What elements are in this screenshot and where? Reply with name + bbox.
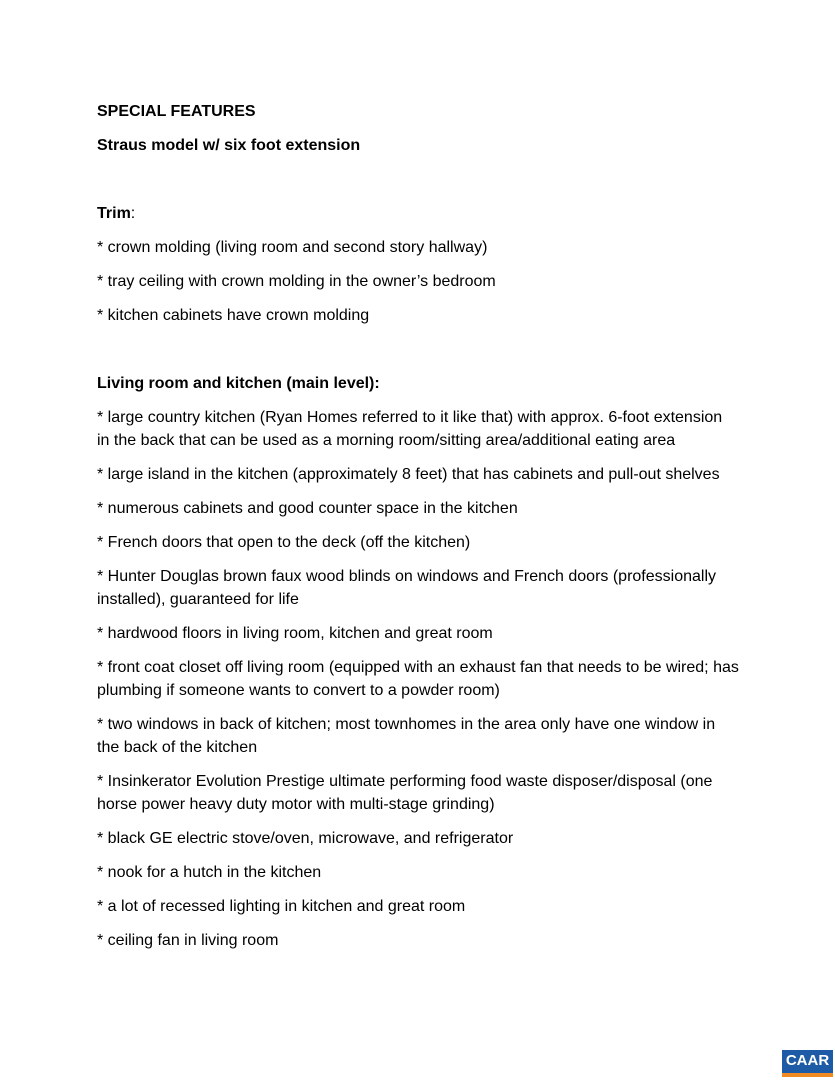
- section-heading-trim-colon: :: [130, 205, 136, 222]
- caar-logo-text: CAAR: [785, 1052, 830, 1069]
- caar-logo: [782, 1050, 833, 1077]
- blank-line: [97, 168, 739, 202]
- bullet-item: * kitchen cabinets have crown molding: [97, 307, 370, 324]
- bullet-item: * French doors that open to the deck (off the kitchen): [97, 534, 471, 551]
- bullet-item: * large island in the kitchen (approximately 8 feet) that has cabinets and pull-out shelves: [97, 466, 720, 483]
- bullet-item: * ceiling fan in living room: [97, 932, 279, 949]
- bullet-item: * numerous cabinets and good counter space in the kitchen: [97, 500, 518, 517]
- bullet-item: * large country kitchen (Ryan Homes referred to it like that) with approx. 6-foot extension in the back that can be used as a morning room/sitting area/additional eating area: [97, 409, 723, 449]
- bullet-item: * hardwood floors in living room, kitchen and great room: [97, 625, 493, 642]
- bullet-item: * crown molding (living room and second story hallway): [97, 239, 488, 256]
- section-heading-living-room-label: Living room and kitchen (main level):: [97, 375, 380, 392]
- section-heading-living-room: [97, 372, 739, 395]
- bullet-item: * Insinkerator Evolution Prestige ultimate performing food waste disposer/disposal (one horse power heavy duty motor with multi-stage grinding): [97, 773, 713, 813]
- bullet-item: * two windows in back of kitchen; most townhomes in the area only have one window in the back of the kitchen: [97, 716, 716, 756]
- section-heading-trim: [97, 202, 739, 225]
- bullet-item: * black GE electric stove/oven, microwave, and refrigerator: [97, 830, 514, 847]
- bullet-item: * a lot of recessed lighting in kitchen and great room: [97, 898, 466, 915]
- caar-logo-stripe: [782, 1073, 833, 1077]
- bullet-item: * Hunter Douglas brown faux wood blinds on windows and French doors (professionally installed), guaranteed for life: [97, 568, 716, 608]
- section-heading-trim-label: Trim: [97, 205, 131, 222]
- document-content: [97, 100, 739, 963]
- bullet-item: * tray ceiling with crown molding in the owner’s bedroom: [97, 273, 496, 290]
- blank-line: [97, 338, 739, 372]
- bullet-item: * nook for a hutch in the kitchen: [97, 864, 322, 881]
- document-subtitle: Straus model w/ six foot extension: [97, 137, 361, 154]
- bullet-item: * front coat closet off living room (equipped with an exhaust fan that needs to be wired; has plumbing if someone wants to convert to a powder room): [97, 659, 739, 699]
- page-title: SPECIAL FEATURES: [97, 103, 256, 120]
